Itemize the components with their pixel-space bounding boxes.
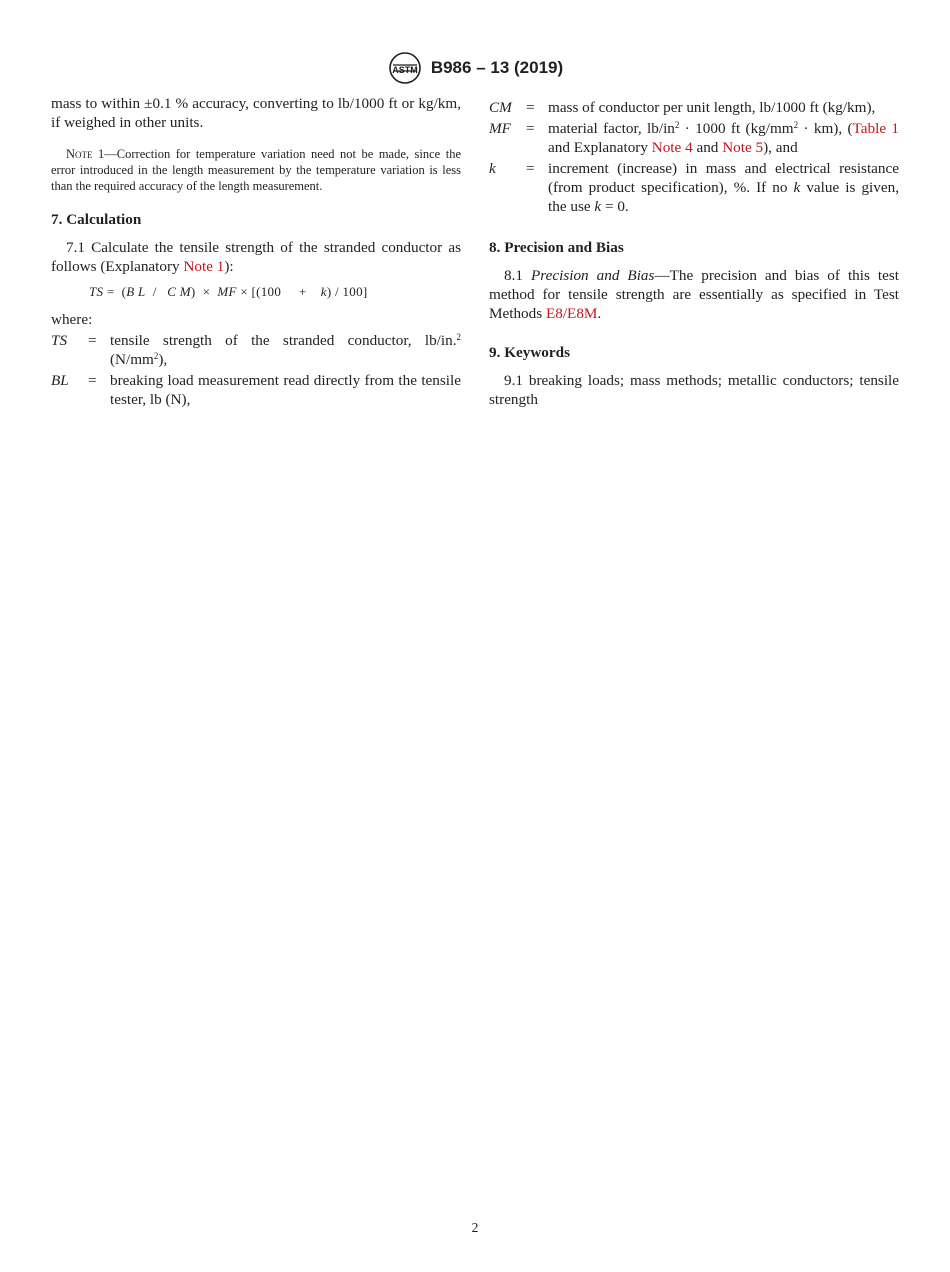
paragraph-8-1: [489, 266, 899, 323]
definition-ts: [51, 331, 461, 369]
tensile-strength-equation: [89, 282, 461, 301]
note-1-text: 1—Correction for temperature variation need not be made, since the error introduced in the length measurement by the temperature variation is less than the required accuracy of the length measurement.: [51, 147, 461, 193]
definition-cm: [489, 98, 899, 117]
definition-symbol: TS: [51, 332, 68, 349]
note-1-label: Note: [66, 147, 93, 161]
right-column: [489, 94, 899, 409]
def-mf-sup-b: 2: [793, 120, 799, 130]
def-k-italic: k: [793, 179, 801, 196]
left-column: [51, 94, 461, 411]
eq-bracket: × [(100 +: [236, 284, 321, 299]
definition-description: [110, 331, 461, 369]
def-k-c: = 0.: [601, 198, 629, 215]
definition-equals: =: [88, 372, 97, 389]
eq-cm: C M: [167, 284, 191, 299]
paragraph-8-1-text: —The precision and bias of this test method for tensile strength are essentially as specified in Test Methods: [489, 267, 899, 322]
def-ts-sup-b: 2: [153, 351, 159, 361]
eq-slash: /: [145, 284, 168, 299]
link-note-5[interactable]: Note 5: [722, 139, 764, 156]
eq-mf: MF: [217, 284, 237, 299]
astm-logo-icon: [387, 52, 423, 84]
def-mf-sup-a: 2: [674, 120, 680, 130]
link-note-1[interactable]: Note 1: [183, 258, 225, 275]
definitions-right: [489, 98, 899, 216]
def-ts-sup-a: 2: [456, 332, 461, 342]
definition-description: [548, 119, 899, 157]
paragraph-7-1-text: 7.1 Calculate the tensile strength of the stranded conductor as follows (Explanatory: [51, 239, 461, 275]
paragraph-8-1-number: 8.1: [504, 267, 531, 284]
page-header: [0, 52, 950, 84]
link-table-1[interactable]: Table 1: [852, 120, 900, 137]
definition-symbol: CM: [489, 99, 512, 116]
section-7-heading: 7. Calculation: [51, 211, 142, 228]
eq-times: ) ×: [190, 284, 218, 299]
def-mf-c: · km), (: [798, 120, 853, 137]
definition-equals: =: [526, 160, 535, 177]
definition-mf: [489, 119, 899, 157]
definition-description: breaking load measurement read directly from the tensile tester, lb (N),: [110, 372, 461, 408]
eq-ts: TS: [89, 284, 104, 299]
def-mf-a: material factor, lb/in: [548, 120, 675, 137]
document-designation: B986 – 13 (2019): [430, 58, 564, 77]
def-ts-c: ),: [158, 351, 168, 368]
definition-k: [489, 159, 899, 216]
eq-equals: = (: [103, 284, 127, 299]
definition-symbol: MF: [489, 120, 511, 137]
definition-equals: =: [526, 120, 535, 137]
definitions-left: [51, 331, 461, 409]
note-1: [51, 146, 461, 194]
where-label: where:: [51, 311, 93, 328]
def-ts-b: (N/mm: [110, 351, 154, 368]
astm-logo-text: ASTM: [392, 65, 418, 75]
page-number: 2: [471, 1220, 479, 1235]
definition-symbol: BL: [51, 372, 69, 389]
def-mf-b: · 1000 ft (kg/mm: [679, 120, 794, 137]
paragraph-7-1: [51, 238, 461, 276]
def-mf-e: and: [692, 139, 723, 156]
definition-equals: =: [88, 332, 97, 349]
paragraph-7-1-end: ):: [224, 258, 234, 275]
definition-symbol: k: [489, 160, 496, 177]
def-k-a: increment (increase) in mass and electrical resistance (from product specification), %. If no: [548, 160, 899, 196]
definition-description: mass of conductor per unit length, lb/1000 ft (kg/km),: [548, 99, 876, 116]
definition-bl: [51, 371, 461, 409]
paragraph-9-1: 9.1 breaking loads; mass methods; metallic conductors; tensile strength: [489, 372, 899, 408]
paragraph-mass-accuracy: mass to within ±0.1 % accuracy, converting to lb/1000 ft or kg/km, if weighed in other units.: [51, 95, 461, 131]
def-ts-a: tensile strength of the stranded conductor, lb/in.: [110, 332, 457, 349]
link-e8-e8m[interactable]: E8/E8M: [545, 305, 598, 322]
def-k-b: value is given, the use: [548, 179, 899, 215]
def-k-italic-2: k: [594, 198, 602, 215]
section-8-heading: 8. Precision and Bias: [489, 239, 624, 256]
def-mf-d: and Explanatory: [548, 139, 652, 156]
def-mf-f: ), and: [763, 139, 798, 156]
paragraph-8-1-end: .: [597, 305, 602, 322]
section-9-heading: 9. Keywords: [489, 344, 570, 361]
definition-equals: =: [526, 99, 535, 116]
paragraph-8-1-title: Precision and Bias: [531, 267, 655, 284]
eq-bl: B L: [126, 284, 146, 299]
eq-k: k: [320, 284, 327, 299]
link-note-4[interactable]: Note 4: [651, 139, 693, 156]
definition-description: [548, 159, 899, 216]
eq-end: ) / 100]: [326, 284, 368, 299]
